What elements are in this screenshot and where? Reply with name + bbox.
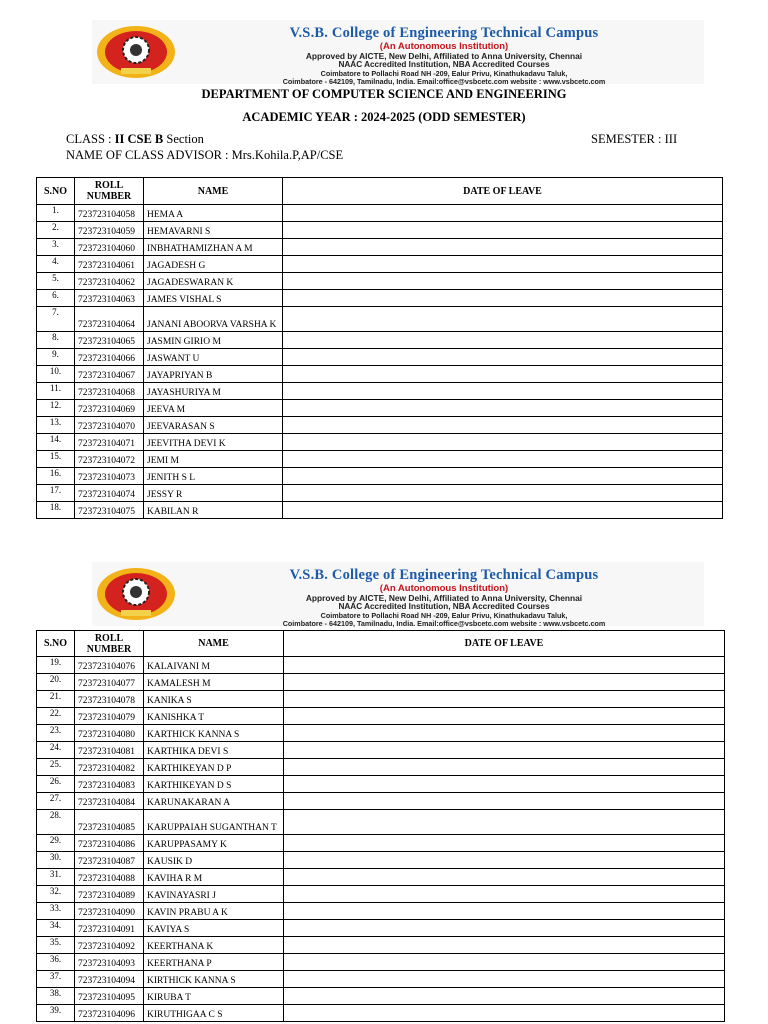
college-subtitle: (An Autonomous Institution) bbox=[379, 583, 509, 594]
college-approval: Approved by AICTE, New Delhi, Affiliated to Anna University, Chennai bbox=[305, 51, 583, 61]
roll-number-cell: 723723104064 bbox=[75, 307, 144, 332]
date-of-leave-cell[interactable] bbox=[283, 332, 723, 349]
sno-cell: 10. bbox=[37, 366, 75, 383]
table-row bbox=[37, 332, 723, 349]
roll-number-cell: 723723104072 bbox=[75, 451, 144, 468]
sno-cell: 39. bbox=[37, 1005, 75, 1022]
roll-number-cell: 723723104065 bbox=[75, 332, 144, 349]
date-of-leave-cell[interactable] bbox=[284, 920, 725, 937]
table-row bbox=[37, 937, 725, 954]
table-row bbox=[37, 988, 725, 1005]
date-of-leave-cell[interactable] bbox=[284, 937, 725, 954]
table-row bbox=[37, 239, 723, 256]
date-of-leave-cell[interactable] bbox=[284, 1005, 725, 1022]
table-row bbox=[37, 485, 723, 502]
date-of-leave-cell[interactable] bbox=[284, 971, 725, 988]
semester-label: SEMESTER : III bbox=[591, 132, 678, 146]
name-cell: JAMES VISHAL S bbox=[144, 290, 283, 307]
sno-cell: 36. bbox=[37, 954, 75, 971]
date-of-leave-cell[interactable] bbox=[284, 903, 725, 920]
table-row bbox=[37, 307, 723, 332]
name-cell: JAGADESH G bbox=[144, 256, 283, 273]
date-of-leave-cell[interactable] bbox=[283, 383, 723, 400]
date-of-leave-cell[interactable] bbox=[283, 434, 723, 451]
table-row bbox=[37, 810, 725, 835]
sno-cell: 6. bbox=[37, 290, 75, 307]
name-cell: HEMA A bbox=[144, 205, 283, 222]
table-2-body bbox=[37, 657, 725, 1022]
date-of-leave-cell[interactable] bbox=[283, 417, 723, 434]
academic-year-heading: ACADEMIC YEAR : 2024-2025 (ODD SEMESTER) bbox=[242, 110, 526, 124]
roll-number-cell: 723723104094 bbox=[75, 971, 144, 988]
col-roll-number: ROLL NUMBER bbox=[75, 178, 144, 205]
roll-number-cell: 723723104086 bbox=[75, 835, 144, 852]
name-cell: KAMALESH M bbox=[144, 674, 284, 691]
table-1-body bbox=[37, 205, 723, 519]
sno-cell: 34. bbox=[37, 920, 75, 937]
sno-cell: 13. bbox=[37, 417, 75, 434]
sno-cell: 5. bbox=[37, 273, 75, 290]
roll-number-cell: 723723104062 bbox=[75, 273, 144, 290]
roll-number-cell: 723723104059 bbox=[75, 222, 144, 239]
name-cell: INBHATHAMIZHAN A M bbox=[144, 239, 283, 256]
sno-cell: 18. bbox=[37, 502, 75, 519]
col-name: NAME bbox=[144, 178, 283, 205]
name-cell: KAUSIK D bbox=[144, 852, 284, 869]
sno-cell: 33. bbox=[37, 903, 75, 920]
table-row bbox=[37, 1005, 725, 1022]
name-cell: KANISHKA T bbox=[144, 708, 284, 725]
sno-cell: 28. bbox=[37, 810, 75, 835]
date-of-leave-cell[interactable] bbox=[284, 776, 725, 793]
table-row bbox=[37, 835, 725, 852]
table-row bbox=[37, 366, 723, 383]
sno-cell: 32. bbox=[37, 886, 75, 903]
name-cell: JEEVITHA DEVI K bbox=[144, 434, 283, 451]
sno-cell: 17. bbox=[37, 485, 75, 502]
col-sno: S.NO bbox=[37, 631, 75, 657]
name-cell: JENITH S L bbox=[144, 468, 283, 485]
name-cell: JEEVARASAN S bbox=[144, 417, 283, 434]
college-name: V.S.B. College of Engineering Technical Campus bbox=[289, 567, 599, 583]
table-row bbox=[37, 451, 723, 468]
date-of-leave-cell[interactable] bbox=[283, 400, 723, 417]
college-address: Coimbatore to Pollachi Road NH -209, Ealur Privu, Kinathukadavu Taluk, bbox=[320, 69, 568, 78]
date-of-leave-cell[interactable] bbox=[284, 835, 725, 852]
name-cell: JASMIN GIRIO M bbox=[144, 332, 283, 349]
name-cell: KIRUTHIGAA C S bbox=[144, 1005, 284, 1022]
roll-number-cell: 723723104089 bbox=[75, 886, 144, 903]
sno-cell: 23. bbox=[37, 725, 75, 742]
sno-cell: 15. bbox=[37, 451, 75, 468]
roll-number-cell: 723723104090 bbox=[75, 903, 144, 920]
roll-number-cell: 723723104075 bbox=[75, 502, 144, 519]
table-row bbox=[37, 759, 725, 776]
roll-number-cell: 723723104070 bbox=[75, 417, 144, 434]
sno-cell: 38. bbox=[37, 988, 75, 1005]
table-row bbox=[37, 222, 723, 239]
roll-number-cell: 723723104077 bbox=[75, 674, 144, 691]
name-cell: KIRUBA T bbox=[144, 988, 284, 1005]
sno-cell: 14. bbox=[37, 434, 75, 451]
sno-cell: 19. bbox=[37, 657, 75, 674]
col-date-of-leave: DATE OF LEAVE bbox=[283, 178, 723, 205]
sno-cell: 2. bbox=[37, 222, 75, 239]
table-row bbox=[37, 468, 723, 485]
table-row bbox=[37, 434, 723, 451]
name-cell: JAGADESWARAN K bbox=[144, 273, 283, 290]
college-subtitle: (An Autonomous Institution) bbox=[379, 41, 509, 52]
sno-cell: 27. bbox=[37, 793, 75, 810]
name-cell: KARTHIKEYAN D S bbox=[144, 776, 284, 793]
date-of-leave-cell[interactable] bbox=[284, 708, 725, 725]
name-cell: JEMI M bbox=[144, 451, 283, 468]
name-cell: KARUNAKARAN A bbox=[144, 793, 284, 810]
date-of-leave-cell[interactable] bbox=[284, 793, 725, 810]
attendance-table-1 bbox=[36, 177, 723, 519]
roll-number-cell: 723723104085 bbox=[75, 810, 144, 835]
date-of-leave-cell[interactable] bbox=[284, 954, 725, 971]
attendance-table-2 bbox=[36, 630, 725, 1022]
table-row bbox=[37, 290, 723, 307]
date-of-leave-cell[interactable] bbox=[283, 468, 723, 485]
roll-number-cell: 723723104060 bbox=[75, 239, 144, 256]
sno-cell: 8. bbox=[37, 332, 75, 349]
col-sno: S.NO bbox=[37, 178, 75, 205]
department-heading: DEPARTMENT OF COMPUTER SCIENCE AND ENGINEERING bbox=[201, 87, 567, 101]
roll-number-cell: 723723104082 bbox=[75, 759, 144, 776]
date-of-leave-cell[interactable] bbox=[283, 205, 723, 222]
name-cell: KALAIVANI M bbox=[144, 657, 284, 674]
college-address: Coimbatore to Pollachi Road NH -209, Ealur Privu, Kinathukadavu Taluk, bbox=[320, 611, 568, 620]
roll-number-cell: 723723104066 bbox=[75, 349, 144, 366]
table-row bbox=[37, 383, 723, 400]
col-date-of-leave: DATE OF LEAVE bbox=[284, 631, 725, 657]
roll-number-cell: 723723104067 bbox=[75, 366, 144, 383]
table-row bbox=[37, 502, 723, 519]
roll-number-cell: 723723104095 bbox=[75, 988, 144, 1005]
class-label bbox=[66, 132, 204, 147]
date-of-leave-cell[interactable] bbox=[283, 485, 723, 502]
table-row bbox=[37, 903, 725, 920]
date-of-leave-cell[interactable] bbox=[284, 657, 725, 674]
name-cell: KARTHICK KANNA S bbox=[144, 725, 284, 742]
roll-number-cell: 723723104088 bbox=[75, 869, 144, 886]
college-contact: Coimbatore - 642109, Tamilnadu, India. Email:office@vsbcetc.com website : www.vsbcetc.com bbox=[282, 619, 606, 628]
date-of-leave-cell[interactable] bbox=[284, 742, 725, 759]
sno-cell: 20. bbox=[37, 674, 75, 691]
roll-number-cell: 723723104069 bbox=[75, 400, 144, 417]
college-header-banner bbox=[92, 20, 704, 84]
roll-number-cell: 723723104078 bbox=[75, 691, 144, 708]
name-cell: KEERTHANA P bbox=[144, 954, 284, 971]
name-cell: KANIKA S bbox=[144, 691, 284, 708]
sno-cell: 9. bbox=[37, 349, 75, 366]
table-row bbox=[37, 417, 723, 434]
roll-number-cell: 723723104068 bbox=[75, 383, 144, 400]
date-of-leave-cell[interactable] bbox=[283, 349, 723, 366]
name-cell: HEMAVARNI S bbox=[144, 222, 283, 239]
roll-number-cell: 723723104061 bbox=[75, 256, 144, 273]
roll-number-cell: 723723104079 bbox=[75, 708, 144, 725]
roll-number-cell: 723723104063 bbox=[75, 290, 144, 307]
sno-cell: 7. bbox=[37, 307, 75, 332]
roll-number-cell: 723723104073 bbox=[75, 468, 144, 485]
table-row bbox=[37, 954, 725, 971]
date-of-leave-cell[interactable] bbox=[283, 222, 723, 239]
roll-number-cell: 723723104093 bbox=[75, 954, 144, 971]
name-cell: JESSY R bbox=[144, 485, 283, 502]
roll-number-cell: 723723104074 bbox=[75, 485, 144, 502]
college-approval: Approved by AICTE, New Delhi, Affiliated to Anna University, Chennai bbox=[305, 593, 583, 603]
class-suffix: Section bbox=[163, 132, 204, 146]
name-cell: JEEVA M bbox=[144, 400, 283, 417]
name-cell: JASWANT U bbox=[144, 349, 283, 366]
roll-number-cell: 723723104087 bbox=[75, 852, 144, 869]
date-of-leave-cell[interactable] bbox=[283, 307, 723, 332]
name-cell: KABILAN R bbox=[144, 502, 283, 519]
sno-cell: 16. bbox=[37, 468, 75, 485]
name-cell: KAVIYA S bbox=[144, 920, 284, 937]
sno-cell: 1. bbox=[37, 205, 75, 222]
name-cell: JANANI ABOORVA VARSHA K bbox=[144, 307, 283, 332]
date-of-leave-cell[interactable] bbox=[284, 869, 725, 886]
date-of-leave-cell[interactable] bbox=[283, 290, 723, 307]
college-logo-icon bbox=[95, 24, 177, 80]
table-row bbox=[37, 674, 725, 691]
college-header-banner-2 bbox=[92, 562, 704, 626]
table-row bbox=[37, 725, 725, 742]
date-of-leave-cell[interactable] bbox=[284, 674, 725, 691]
advisor-label: NAME OF CLASS ADVISOR : Mrs.Kohila.P,AP/CSE bbox=[66, 148, 344, 162]
date-of-leave-cell[interactable] bbox=[284, 759, 725, 776]
table-row bbox=[37, 852, 725, 869]
date-of-leave-cell[interactable] bbox=[284, 725, 725, 742]
name-cell: KIRTHICK KANNA S bbox=[144, 971, 284, 988]
date-of-leave-cell[interactable] bbox=[283, 502, 723, 519]
name-cell: JAYASHURIYA M bbox=[144, 383, 283, 400]
sno-cell: 24. bbox=[37, 742, 75, 759]
date-of-leave-cell[interactable] bbox=[283, 239, 723, 256]
name-cell: KEERTHANA K bbox=[144, 937, 284, 954]
name-cell: KARUPPASAMY K bbox=[144, 835, 284, 852]
table-row bbox=[37, 657, 725, 674]
date-of-leave-cell[interactable] bbox=[284, 691, 725, 708]
roll-number-cell: 723723104084 bbox=[75, 793, 144, 810]
sno-cell: 30. bbox=[37, 852, 75, 869]
roll-number-cell: 723723104083 bbox=[75, 776, 144, 793]
class-prefix: CLASS : bbox=[66, 132, 115, 146]
college-name: V.S.B. College of Engineering Technical Campus bbox=[289, 25, 599, 41]
roll-number-cell: 723723104071 bbox=[75, 434, 144, 451]
table-row bbox=[37, 920, 725, 937]
roll-number-cell: 723723104076 bbox=[75, 657, 144, 674]
sno-cell: 25. bbox=[37, 759, 75, 776]
table-row bbox=[37, 793, 725, 810]
name-cell: KAVIHA R M bbox=[144, 869, 284, 886]
date-of-leave-cell[interactable] bbox=[284, 852, 725, 869]
college-contact: Coimbatore - 642109, Tamilnadu, India. Email:office@vsbcetc.com website : www.vsbcetc.com bbox=[282, 77, 606, 86]
table-row bbox=[37, 971, 725, 988]
col-roll-number: ROLL NUMBER bbox=[75, 631, 144, 657]
name-cell: KAVIN PRABU A K bbox=[144, 903, 284, 920]
sno-cell: 35. bbox=[37, 937, 75, 954]
name-cell: KARTHIKA DEVI S bbox=[144, 742, 284, 759]
date-of-leave-cell[interactable] bbox=[283, 273, 723, 290]
sno-cell: 12. bbox=[37, 400, 75, 417]
college-accreditation: NAAC Accredited Institution, NBA Accredited Courses bbox=[338, 602, 550, 611]
roll-number-cell: 723723104080 bbox=[75, 725, 144, 742]
sno-cell: 11. bbox=[37, 383, 75, 400]
date-of-leave-cell[interactable] bbox=[284, 988, 725, 1005]
sno-cell: 21. bbox=[37, 691, 75, 708]
college-logo-icon bbox=[95, 566, 177, 622]
name-cell: KARTHIKEYAN D P bbox=[144, 759, 284, 776]
roll-number-cell: 723723104081 bbox=[75, 742, 144, 759]
sno-cell: 3. bbox=[37, 239, 75, 256]
roll-number-cell: 723723104092 bbox=[75, 937, 144, 954]
name-cell: KAVINAYASRI J bbox=[144, 886, 284, 903]
college-accreditation: NAAC Accredited Institution, NBA Accredited Courses bbox=[338, 60, 550, 69]
table-row bbox=[37, 256, 723, 273]
sno-cell: 4. bbox=[37, 256, 75, 273]
date-of-leave-cell[interactable] bbox=[283, 366, 723, 383]
table-row bbox=[37, 869, 725, 886]
table-row bbox=[37, 886, 725, 903]
date-of-leave-cell[interactable] bbox=[283, 451, 723, 468]
roll-number-cell: 723723104091 bbox=[75, 920, 144, 937]
table-row bbox=[37, 742, 725, 759]
table-row bbox=[37, 205, 723, 222]
table-row bbox=[37, 273, 723, 290]
sno-cell: 26. bbox=[37, 776, 75, 793]
date-of-leave-cell[interactable] bbox=[284, 810, 725, 835]
class-value: II CSE B bbox=[114, 132, 164, 146]
date-of-leave-cell[interactable] bbox=[284, 886, 725, 903]
name-cell: KARUPPAIAH SUGANTHAN T bbox=[144, 810, 284, 835]
roll-number-cell: 723723104058 bbox=[75, 205, 144, 222]
sno-cell: 31. bbox=[37, 869, 75, 886]
name-cell: JAYAPRIYAN B bbox=[144, 366, 283, 383]
table-row bbox=[37, 708, 725, 725]
sno-cell: 22. bbox=[37, 708, 75, 725]
roll-number-cell: 723723104096 bbox=[75, 1005, 144, 1022]
col-name: NAME bbox=[144, 631, 284, 657]
table-row bbox=[37, 349, 723, 366]
sno-cell: 37. bbox=[37, 971, 75, 988]
table-row bbox=[37, 691, 725, 708]
sno-cell: 29. bbox=[37, 835, 75, 852]
table-row bbox=[37, 776, 725, 793]
table-row bbox=[37, 400, 723, 417]
date-of-leave-cell[interactable] bbox=[283, 256, 723, 273]
